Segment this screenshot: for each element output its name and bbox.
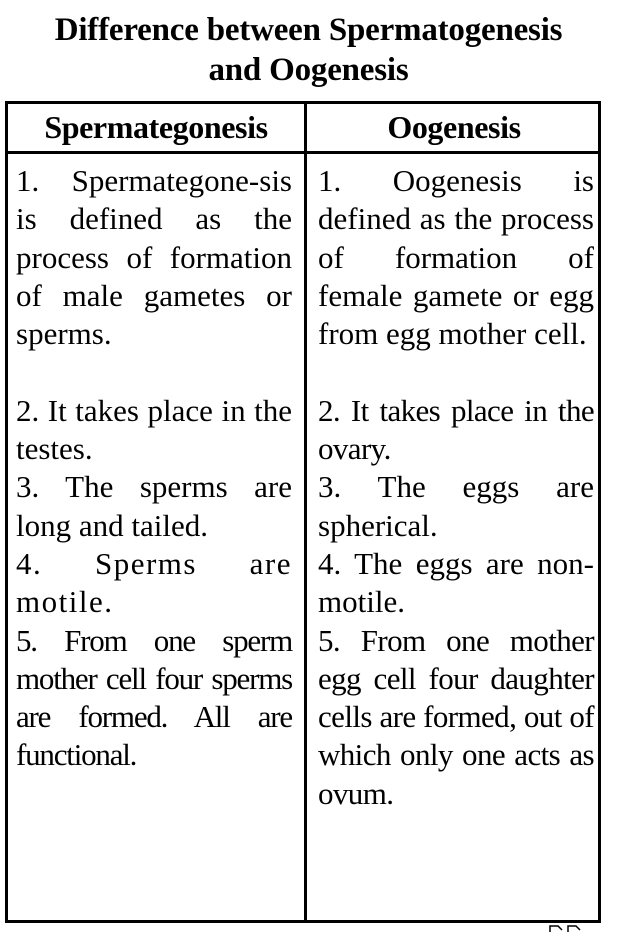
list-item: 5. From one sperm mother cell four sperms are formed. All are functional. — [16, 622, 292, 773]
list-item: 1. Spermategone-sis is defined as the process of formation of male gametes or sperms. — [16, 163, 292, 352]
list-item: 3. The eggs are spherical. — [318, 469, 594, 543]
list-item: 4. The eggs are non-motile. — [318, 545, 594, 620]
title-line-2: and Oogenesis — [208, 52, 409, 88]
header-divider — [8, 151, 598, 154]
list-item: 2. It takes place in the testes. — [16, 392, 292, 467]
column-divider — [304, 104, 307, 920]
title-line-1: Difference between Spermatogenesis — [54, 12, 563, 48]
column-header-spermatogenesis: Spermategonesis — [44, 109, 268, 145]
oogenesis-column — [318, 162, 594, 813]
list-item: 2. It takes place in the ovary. — [318, 392, 594, 467]
page-corner-icon — [548, 923, 582, 932]
list-item: 5. From one mother egg cell four daughter cells are formed, out of which only one acts as ovum. — [318, 622, 594, 811]
list-item: 4. Sperms are motile. — [16, 545, 292, 620]
page-title — [0, 10, 617, 90]
spermatogenesis-column — [16, 162, 292, 775]
list-item: 1. Oogenesis is defined as the process of formation of female gamete or egg from egg mother cell. — [318, 163, 594, 352]
list-item: 3. The sperms are long and tailed. — [16, 469, 292, 543]
column-header-oogenesis: Oogenesis — [387, 109, 521, 145]
comparison-table — [5, 101, 601, 923]
